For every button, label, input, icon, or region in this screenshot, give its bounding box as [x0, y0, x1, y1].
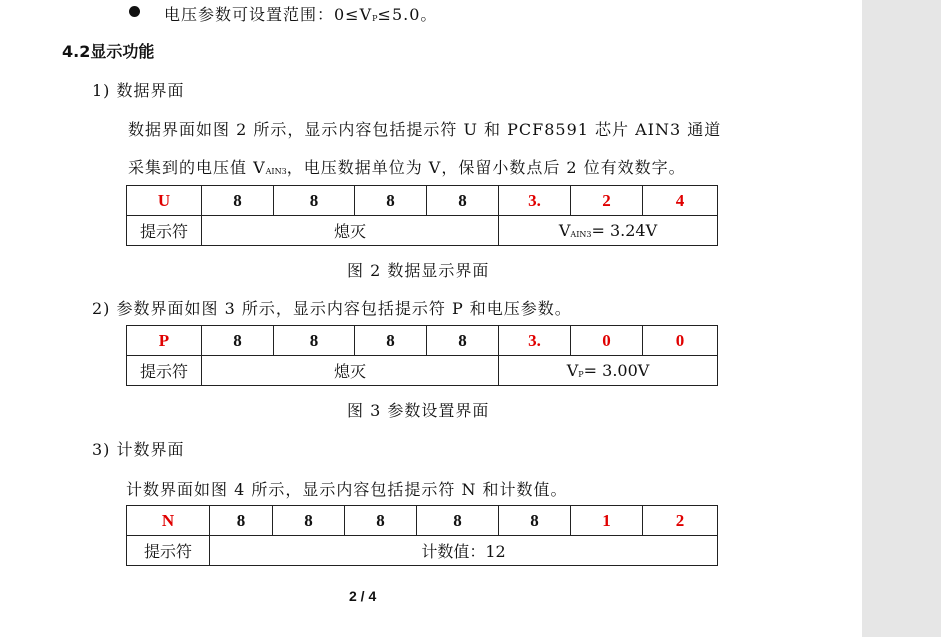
- value-cell: $V_{AIN3}= 3.24V$: [499, 216, 718, 246]
- item3-para: 计数界面如图 4 所示，显示内容包括提示符 N 和计数值。: [126, 480, 568, 499]
- digit-cell: 8: [210, 506, 273, 536]
- digit-cell: 8: [202, 326, 274, 356]
- item1-para2: 采集到的电压值 $V_{AIN3}$，电压数据单位为 V，保留小数点后 2 位有效数字。: [128, 158, 686, 177]
- bullet-dot: [129, 6, 140, 17]
- digit-cell: 8: [274, 326, 355, 356]
- page-number: 2 / 4: [349, 588, 377, 604]
- section-title: 4.2显示功能: [62, 42, 155, 61]
- item3-heading: 3) 计数界面: [92, 440, 185, 459]
- digit-cell: 0: [571, 326, 643, 356]
- meaning-row: [127, 356, 718, 386]
- bullet-sub: P: [372, 14, 378, 23]
- digit-cell: 8: [345, 506, 417, 536]
- digit-cell: P: [127, 326, 202, 356]
- digit-cell: 1: [571, 506, 643, 536]
- digit-cell: 0: [643, 326, 718, 356]
- table-figure-4: [126, 505, 718, 566]
- item1-heading: 1) 数据界面: [92, 81, 185, 100]
- digit-cell: 8: [427, 326, 499, 356]
- digit-row: [127, 506, 718, 536]
- item2-para: 2) 参数界面如图 3 所示，显示内容包括提示符 P 和电压参数。: [92, 299, 572, 318]
- caption-figure-3: 图 3 参数设置界面: [347, 401, 490, 420]
- digit-cell: 4: [643, 186, 718, 216]
- bullet-line: [0, 2, 600, 24]
- digit-cell: 8: [427, 186, 499, 216]
- digit-row: [127, 186, 718, 216]
- digit-cell: 8: [202, 186, 274, 216]
- count-value-cell: 计数值：12: [210, 536, 718, 566]
- label-cell: 提示符: [127, 356, 202, 386]
- caption-figure-2: 图 2 数据显示界面: [347, 261, 490, 280]
- digit-cell: N: [127, 506, 210, 536]
- digit-row: [127, 326, 718, 356]
- digit-cell: 2: [643, 506, 718, 536]
- digit-cell: 8: [355, 326, 427, 356]
- digit-cell: 8: [273, 506, 345, 536]
- digit-cell: 8: [417, 506, 499, 536]
- digit-cell: 3.: [499, 326, 571, 356]
- digit-cell: 2: [571, 186, 643, 216]
- digit-cell: 8: [499, 506, 571, 536]
- viewer-gutter: [862, 0, 941, 637]
- digit-cell: 8: [355, 186, 427, 216]
- label-cell: 提示符: [127, 216, 202, 246]
- bullet-text: 电压参数可设置范围：0≤V: [164, 5, 373, 24]
- value-cell: $V_P= 3.00V$: [499, 356, 718, 386]
- meaning-row: [127, 536, 718, 566]
- table-figure-3: [126, 325, 718, 386]
- item1-para1: 数据界面如图 2 所示，显示内容包括提示符 U 和 PCF8591 芯片 AIN3 通道: [128, 120, 722, 139]
- digit-cell: U: [127, 186, 202, 216]
- table-figure-2: [126, 185, 718, 246]
- digit-cell: 8: [274, 186, 355, 216]
- label-cell: 提示符: [127, 536, 210, 566]
- off-cell: 熄灭: [202, 216, 499, 246]
- meaning-row: [127, 216, 718, 246]
- off-cell: 熄灭: [202, 356, 499, 386]
- bullet-suffix: ≤5.0。: [377, 5, 438, 24]
- digit-cell: 3.: [499, 186, 571, 216]
